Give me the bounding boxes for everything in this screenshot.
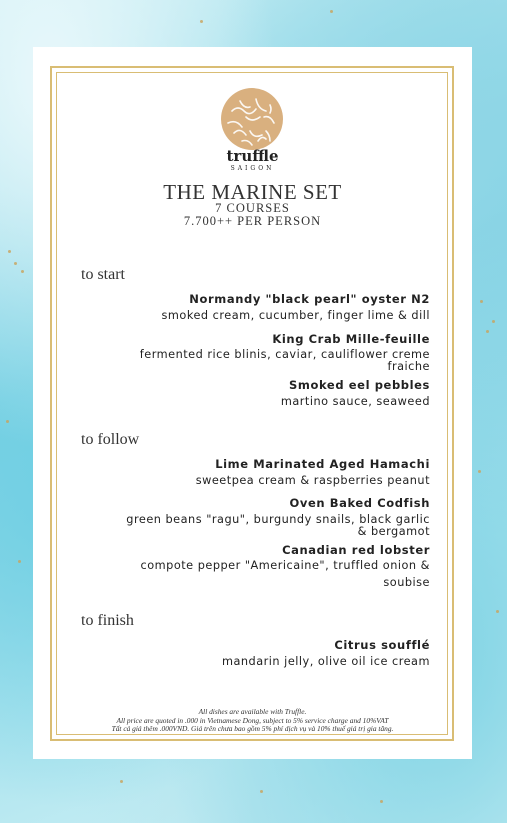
- footer-note: All dishes are available with Truffle.: [198, 707, 307, 716]
- dish-name: Oven Baked Codfish: [289, 496, 430, 510]
- dish-description: green beans "ragu", burgundy snails, black garlic: [126, 513, 430, 526]
- truffle-logo-icon: [220, 87, 284, 151]
- dish-description: fermented rice blinis, caviar, cauliflower creme: [139, 348, 430, 361]
- dish-description: & bergamot: [357, 525, 430, 538]
- menu-courses: 7 COURSES: [215, 201, 290, 215]
- dish-name: Citrus soufflé: [334, 638, 430, 652]
- dish-description: soubise: [383, 576, 430, 589]
- dish-description: mandarin jelly, olive oil ice cream: [221, 655, 430, 668]
- section-title-finish: to finish: [81, 612, 134, 629]
- dish-description: martino sauce, seaweed: [280, 395, 430, 408]
- dish-description: sweetpea cream & raspberries peanut: [195, 474, 430, 487]
- dish-description: compote pepper "Americaine", truffled onion &: [140, 559, 430, 572]
- footer-note: All price are quoted in .000 in Vietnamese Dong, subject to 5% service charge and 10%VAT: [116, 716, 389, 725]
- dish-name: Smoked eel pebbles: [289, 378, 430, 392]
- dish-name: Normandy "black pearl" oyster N2: [189, 292, 430, 306]
- menu-card: [33, 47, 472, 759]
- menu-price: 7.700++ PER PERSON: [183, 214, 322, 228]
- dish-description: smoked cream, cucumber, finger lime & dill: [161, 309, 430, 322]
- section-title-start: to start: [81, 266, 125, 283]
- dish-name: Lime Marinated Aged Hamachi: [215, 457, 430, 471]
- brand-name: truffle: [226, 147, 279, 165]
- footer-note: Tất cả giá thêm .000VND. Giá trên chưa bao gồm 5% phí dịch vụ và 10% thuế giá trị gia tăng.: [111, 724, 394, 733]
- dish-name: King Crab Mille-feuille: [272, 332, 430, 346]
- brand-location: SAIGON: [230, 165, 275, 172]
- dish-name: Canadian red lobster: [282, 543, 430, 557]
- section-title-follow: to follow: [81, 431, 140, 448]
- menu-title: THE MARINE SET: [163, 180, 342, 204]
- dish-description: fraiche: [387, 360, 430, 373]
